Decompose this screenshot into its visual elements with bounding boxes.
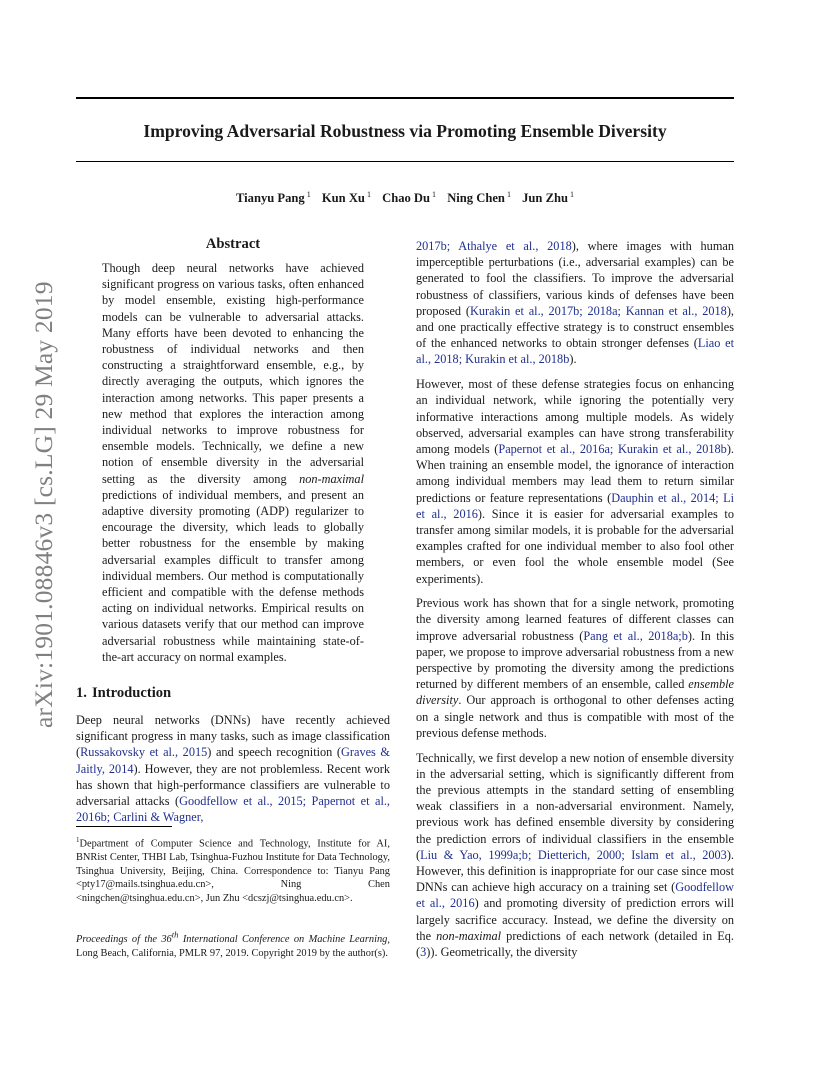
top-rule [76, 97, 734, 99]
author-name: Ning Chen $^1$ [447, 190, 511, 205]
body-paragraph: However, most of these defense strategies focus on enhancing an individual network, while ignoring the potentially very informative interactions among multiple models. As widely observed, adversarial examples can have strong transferability among models (Papernot et al., 2016a; Kurakin et al., 2018b). When training an ensemble model, the ignorance of interaction among individual members may lead them to return similar predictions or feature representations (Dauphin et al., 2014; Li et al., 2016). Since it is easier for adversarial examples to transfer among similar models, it is probable for the adversarial examples crafted for one individual member to also fool other members, or even fool the whole ensemble model (See experiments). [416, 377, 735, 586]
proceedings-note: Proceedings of the 36th International Conference on Machine Learning, Long Beach, California, PMLR 97, 2019. Copyright 2019 by the author(s). [76, 930, 390, 960]
intro-paragraph: Deep neural networks (DNNs) have recently achieved significant progress in many tasks, such as image classification (Russakovsky et al., 2015) and speech recognition (Graves & Jaitly, 2014). However, they are not problemless. Recent work has shown that high-performance classifiers are vulnerable to adversarial attacks (Goodfellow et al., 2015; Papernot et al., 2016b; Carlini & Wagner, [76, 713, 391, 825]
citation-link[interactable]: Pang et al., 2018a;b [583, 628, 688, 643]
author-name: Chao Du $^1$ [382, 190, 437, 205]
abstract-body: Though deep neural networks have achieved significant progress on various tasks, often enhanced by model ensemble, existing high-performance models can be vulnerable to adversarial attacks. Many efforts have been devoted to enhancing the robustness of individual networks and then constructing a straightforward ensemble, e.g., by directly averaging the outputs, which ignores the interaction among networks. This paper presents a new method that explores the interaction among individual networks to improve robustness for ensemble models. Technically, we define a new notion of ensemble diversity in the adversarial setting as the diversity among non-maximal predictions of individual members, and present an adaptive diversity promoting (ADP) regularizer to encourage the diversity, which leads to globally better robustness for the ensemble by making adversarial examples difficult to transfer among individual members. Our method is computationally efficient and compatible with the defense methods acting on individual networks. Empirical results on various datasets verify that our method can improve adversarial robustness while maintaining state-of-the-art accuracy on normal examples. [102, 261, 364, 664]
citation-link[interactable]: Liu & Yao, 1999a;b; Dietterich, 2000; Islam et al., 2003 [420, 847, 727, 862]
author-name: Kun Xu $^1$ [321, 190, 371, 205]
right-column [416, 238, 734, 969]
affiliation-footnote: $^1$Department of Computer Science and Technology, Institute for AI, BNRist Center, THBI Lab, Tsinghua-Fuzhou Institute for Data Technology, Tsinghua University, Beijing, China. Correspondence to: Tianyu Pang <pty17@mails.tsinghua.edu.cn>, Ning Chen <ningchen@tsinghua.edu.cn>, Jun Zhu <dcszj@tsinghua.edu.cn>. [76, 836, 390, 904]
body-paragraph: 2017b; Athalye et al., 2018), where images with human imperceptible perturbations (i.e., adversarial examples) can be generated to fool the classifiers. To improve the adversarial robustness of classifiers, various kinds of defenses have been proposed (Kurakin et al., 2017b; 2018a; Kannan et al., 2018), and one practically effective strategy is to construct ensembles of the enhanced networks to obtain stronger defenses (Liao et al., 2018; Kurakin et al., 2018b). [416, 239, 734, 367]
abstract-heading: Abstract [205, 236, 261, 252]
body-paragraph: Technically, we first develop a new notion of ensemble diversity in the adversarial setting, which is significantly different from the previous attempts in the standard setting of ensembling weak classifiers in a non-adversarial environment. Namely, previous work has defined ensemble diversity by considering the prediction errors of individual classifiers in the ensemble (Liu & Yao, 1999a;b; Dietterich, 2000; Islam et al., 2003). However, this definition is inappropriate for our case since most DNNs can achieve high accuracy on a training set (Goodfellow et al., 2016) and promoting diversity of prediction errors will largely sacrifice accuracy. Instead, we define the diversity on the non-maximal predictions of each network (detailed in Eq. (3)). Geometrically, the diversity [416, 750, 735, 960]
citation-link[interactable]: Goodfellow et al., 2015; Papernot et al., 2016b; Carlini & Wagner, [76, 794, 391, 825]
arxiv-stamp: arXiv:1901.08846v3 [cs.LG] 29 May 2019 [29, 281, 58, 728]
section-heading: 1. Introduction [76, 685, 172, 701]
citation-link[interactable]: 2017b; Athalye et al., 2018 [416, 239, 572, 253]
footnote-rule [76, 826, 172, 827]
citation-link[interactable]: Graves & Jaitly, 2014 [76, 745, 390, 776]
equation-link[interactable]: 3 [420, 945, 427, 960]
citation-link[interactable]: Papernot et al., 2016a; Kurakin et al., 2018b [498, 441, 727, 456]
citation-link[interactable]: Kurakin et al., 2017b; 2018a; Kannan et al., 2018 [469, 303, 727, 318]
citation-link[interactable]: Goodfellow et al., 2016 [416, 880, 734, 911]
citation-link[interactable]: Dauphin et al., 2014; Li et al., 2016 [416, 490, 735, 521]
author-name: Jun Zhu $^1$ [522, 190, 574, 205]
title-rule [76, 161, 734, 162]
paper-title: Improving Adversarial Robustness via Promoting Ensemble Diversity [143, 121, 667, 141]
citation-link[interactable]: Russakovsky et al., 2015 [80, 745, 208, 760]
body-paragraph: Previous work has shown that for a single network, promoting the diversity among learned features of different classes can improve adversarial robustness (Pang et al., 2018a;b). In this paper, we propose to improve adversarial robustness from a new perspective by promoting the diversity among the predictions returned by different members of an ensemble, called ensemble diversity. Our approach is orthogonal to other defenses acting on a single network and thus is compatible with most of the previous defense methods. [416, 596, 734, 740]
author-list [76, 190, 734, 206]
citation-link[interactable]: Liao et al., 2018; Kurakin et al., 2018b [416, 336, 734, 367]
author-name: Tianyu Pang $^1$ [236, 190, 311, 205]
